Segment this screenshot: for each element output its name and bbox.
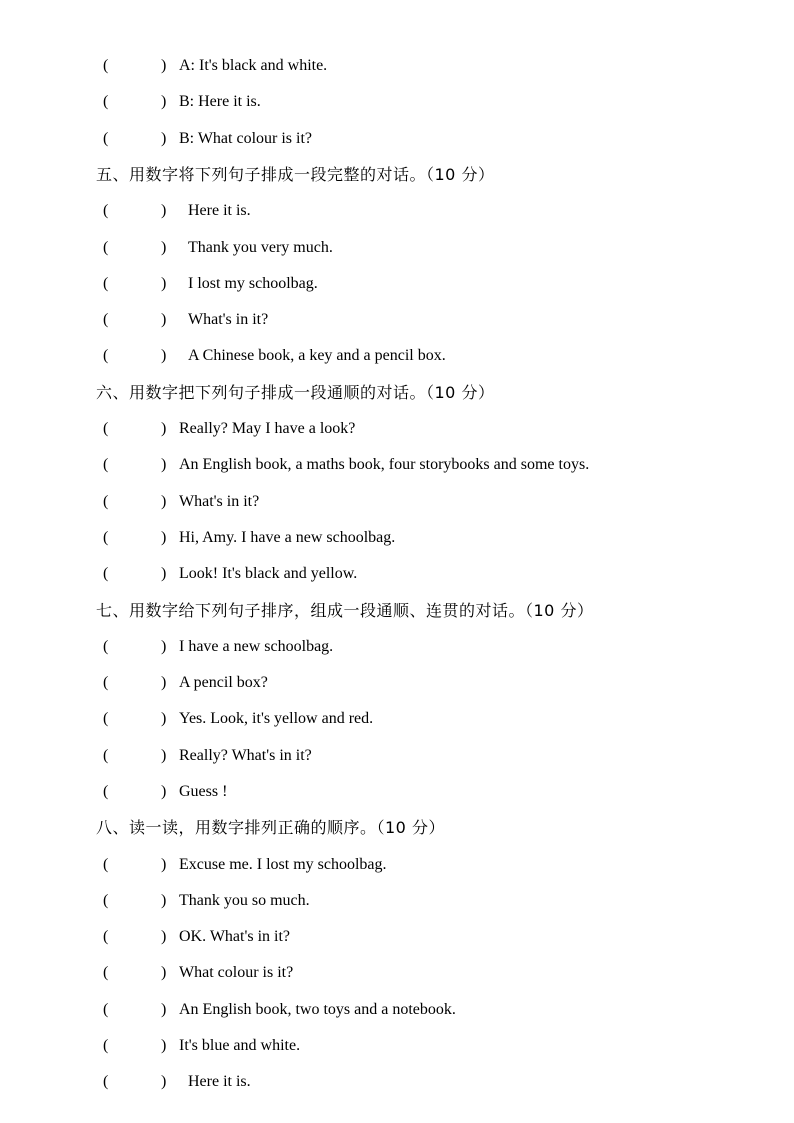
answer-blank-close: ) [161, 275, 167, 292]
answer-blank[interactable] [112, 230, 158, 266]
ordering-item [0, 1028, 794, 1064]
ordering-item [0, 774, 794, 810]
ordering-item [0, 121, 794, 157]
section-heading: 八、读一读，用数字排列正确的顺序。（10 分） [96, 818, 445, 837]
answer-blank[interactable] [112, 665, 158, 701]
answer-blank-close: ) [161, 710, 167, 727]
dialogue-sentence: An English book, two toys and a notebook. [179, 1001, 456, 1018]
answer-blank[interactable] [112, 411, 158, 447]
answer-blank[interactable] [112, 484, 158, 520]
answer-blank[interactable] [112, 629, 158, 665]
answer-blank-open: ( [103, 747, 109, 764]
section-heading: 五、用数字将下列句子排成一段完整的对话。（10 分） [96, 165, 495, 184]
answer-blank-open: ( [103, 529, 109, 546]
answer-blank-close: ) [161, 202, 167, 219]
answer-blank[interactable] [112, 774, 158, 810]
ordering-item [0, 955, 794, 991]
answer-blank-close: ) [161, 1037, 167, 1054]
answer-blank-close: ) [161, 638, 167, 655]
ordering-item [0, 230, 794, 266]
ordering-item [0, 847, 794, 883]
dialogue-sentence: I lost my schoolbag. [188, 275, 318, 292]
answer-blank[interactable] [112, 847, 158, 883]
answer-blank-close: ) [161, 130, 167, 147]
answer-blank-close: ) [161, 783, 167, 800]
answer-blank[interactable] [112, 266, 158, 302]
answer-blank-close: ) [161, 1073, 167, 1090]
answer-blank-open: ( [103, 347, 109, 364]
dialogue-sentence: A pencil box? [179, 674, 268, 691]
answer-blank-open: ( [103, 239, 109, 256]
dialogue-sentence: Excuse me. I lost my schoolbag. [179, 856, 387, 873]
ordering-item [0, 484, 794, 520]
answer-blank-close: ) [161, 964, 167, 981]
ordering-item [0, 447, 794, 483]
dialogue-sentence: I have a new schoolbag. [179, 638, 334, 655]
answer-blank[interactable] [112, 447, 158, 483]
answer-blank-open: ( [103, 1073, 109, 1090]
answer-blank-close: ) [161, 928, 167, 945]
answer-blank-open: ( [103, 674, 109, 691]
answer-blank-open: ( [103, 420, 109, 437]
answer-blank-open: ( [103, 1037, 109, 1054]
dialogue-sentence: Here it is. [188, 1073, 251, 1090]
ordering-item [0, 48, 794, 84]
ordering-item [0, 266, 794, 302]
ordering-item [0, 84, 794, 120]
answer-blank[interactable] [112, 48, 158, 84]
answer-blank-open: ( [103, 783, 109, 800]
answer-blank[interactable] [112, 193, 158, 229]
section-heading: 六、用数字把下列句子排成一段通顺的对话。（10 分） [96, 383, 495, 402]
dialogue-sentence: Thank you very much. [188, 239, 333, 256]
ordering-item [0, 701, 794, 737]
dialogue-sentence: B: Here it is. [179, 93, 261, 110]
answer-blank-open: ( [103, 565, 109, 582]
dialogue-sentence: Thank you so much. [179, 892, 310, 909]
answer-blank[interactable] [112, 1064, 158, 1100]
answer-blank-open: ( [103, 710, 109, 727]
answer-blank-open: ( [103, 57, 109, 74]
ordering-item [0, 1064, 794, 1100]
answer-blank-open: ( [103, 130, 109, 147]
ordering-item [0, 883, 794, 919]
answer-blank-close: ) [161, 529, 167, 546]
answer-blank-close: ) [161, 239, 167, 256]
dialogue-sentence: Really? May I have a look? [179, 420, 356, 437]
ordering-item [0, 556, 794, 592]
answer-blank-close: ) [161, 493, 167, 510]
ordering-item [0, 919, 794, 955]
answer-blank-close: ) [161, 856, 167, 873]
dialogue-sentence: Guess ! [179, 783, 228, 800]
ordering-item [0, 665, 794, 701]
answer-blank-open: ( [103, 202, 109, 219]
answer-blank-close: ) [161, 57, 167, 74]
answer-blank-close: ) [161, 892, 167, 909]
answer-blank-close: ) [161, 347, 167, 364]
ordering-item [0, 193, 794, 229]
dialogue-sentence: Here it is. [188, 202, 251, 219]
answer-blank[interactable] [112, 955, 158, 991]
answer-blank[interactable] [112, 121, 158, 157]
ordering-item [0, 992, 794, 1028]
ordering-item [0, 338, 794, 374]
dialogue-sentence: Hi, Amy. I have a new schoolbag. [179, 529, 396, 546]
ordering-item [0, 302, 794, 338]
answer-blank[interactable] [112, 992, 158, 1028]
answer-blank-open: ( [103, 311, 109, 328]
dialogue-sentence: OK. What's in it? [179, 928, 291, 945]
answer-blank-open: ( [103, 892, 109, 909]
dialogue-sentence: An English book, a maths book, four storybooks and some toys. [179, 456, 590, 473]
ordering-item [0, 738, 794, 774]
answer-blank-open: ( [103, 964, 109, 981]
dialogue-sentence: B: What colour is it? [179, 130, 313, 147]
ordering-item [0, 520, 794, 556]
answer-blank[interactable] [112, 701, 158, 737]
dialogue-sentence: Really? What's in it? [179, 747, 312, 764]
ordering-item [0, 411, 794, 447]
answer-blank-open: ( [103, 93, 109, 110]
ordering-item [0, 629, 794, 665]
answer-blank-open: ( [103, 928, 109, 945]
answer-blank[interactable] [112, 338, 158, 374]
answer-blank[interactable] [112, 1028, 158, 1064]
dialogue-sentence: Look! It's black and yellow. [179, 565, 358, 582]
answer-blank-close: ) [161, 747, 167, 764]
answer-blank-close: ) [161, 311, 167, 328]
answer-blank-close: ) [161, 674, 167, 691]
answer-blank[interactable] [112, 302, 158, 338]
answer-blank-open: ( [103, 856, 109, 873]
answer-blank[interactable] [112, 556, 158, 592]
answer-blank[interactable] [112, 84, 158, 120]
dialogue-sentence: What's in it? [179, 493, 260, 510]
answer-blank-open: ( [103, 275, 109, 292]
dialogue-sentence: What's in it? [188, 311, 269, 328]
answer-blank[interactable] [112, 883, 158, 919]
answer-blank-close: ) [161, 93, 167, 110]
section-heading: 七、用数字给下列句子排序，组成一段通顺、连贯的对话。（10 分） [96, 601, 594, 620]
dialogue-sentence: A Chinese book, a key and a pencil box. [188, 347, 446, 364]
dialogue-sentence: It's blue and white. [179, 1037, 301, 1054]
answer-blank-close: ) [161, 420, 167, 437]
answer-blank-close: ) [161, 456, 167, 473]
answer-blank[interactable] [112, 919, 158, 955]
answer-blank-open: ( [103, 493, 109, 510]
dialogue-sentence: A: It's black and white. [179, 57, 328, 74]
answer-blank-open: ( [103, 456, 109, 473]
answer-blank-open: ( [103, 1001, 109, 1018]
answer-blank-close: ) [161, 1001, 167, 1018]
answer-blank[interactable] [112, 738, 158, 774]
answer-blank[interactable] [112, 520, 158, 556]
dialogue-sentence: Yes. Look, it's yellow and red. [179, 710, 374, 727]
answer-blank-open: ( [103, 638, 109, 655]
answer-blank-close: ) [161, 565, 167, 582]
dialogue-sentence: What colour is it? [179, 964, 294, 981]
